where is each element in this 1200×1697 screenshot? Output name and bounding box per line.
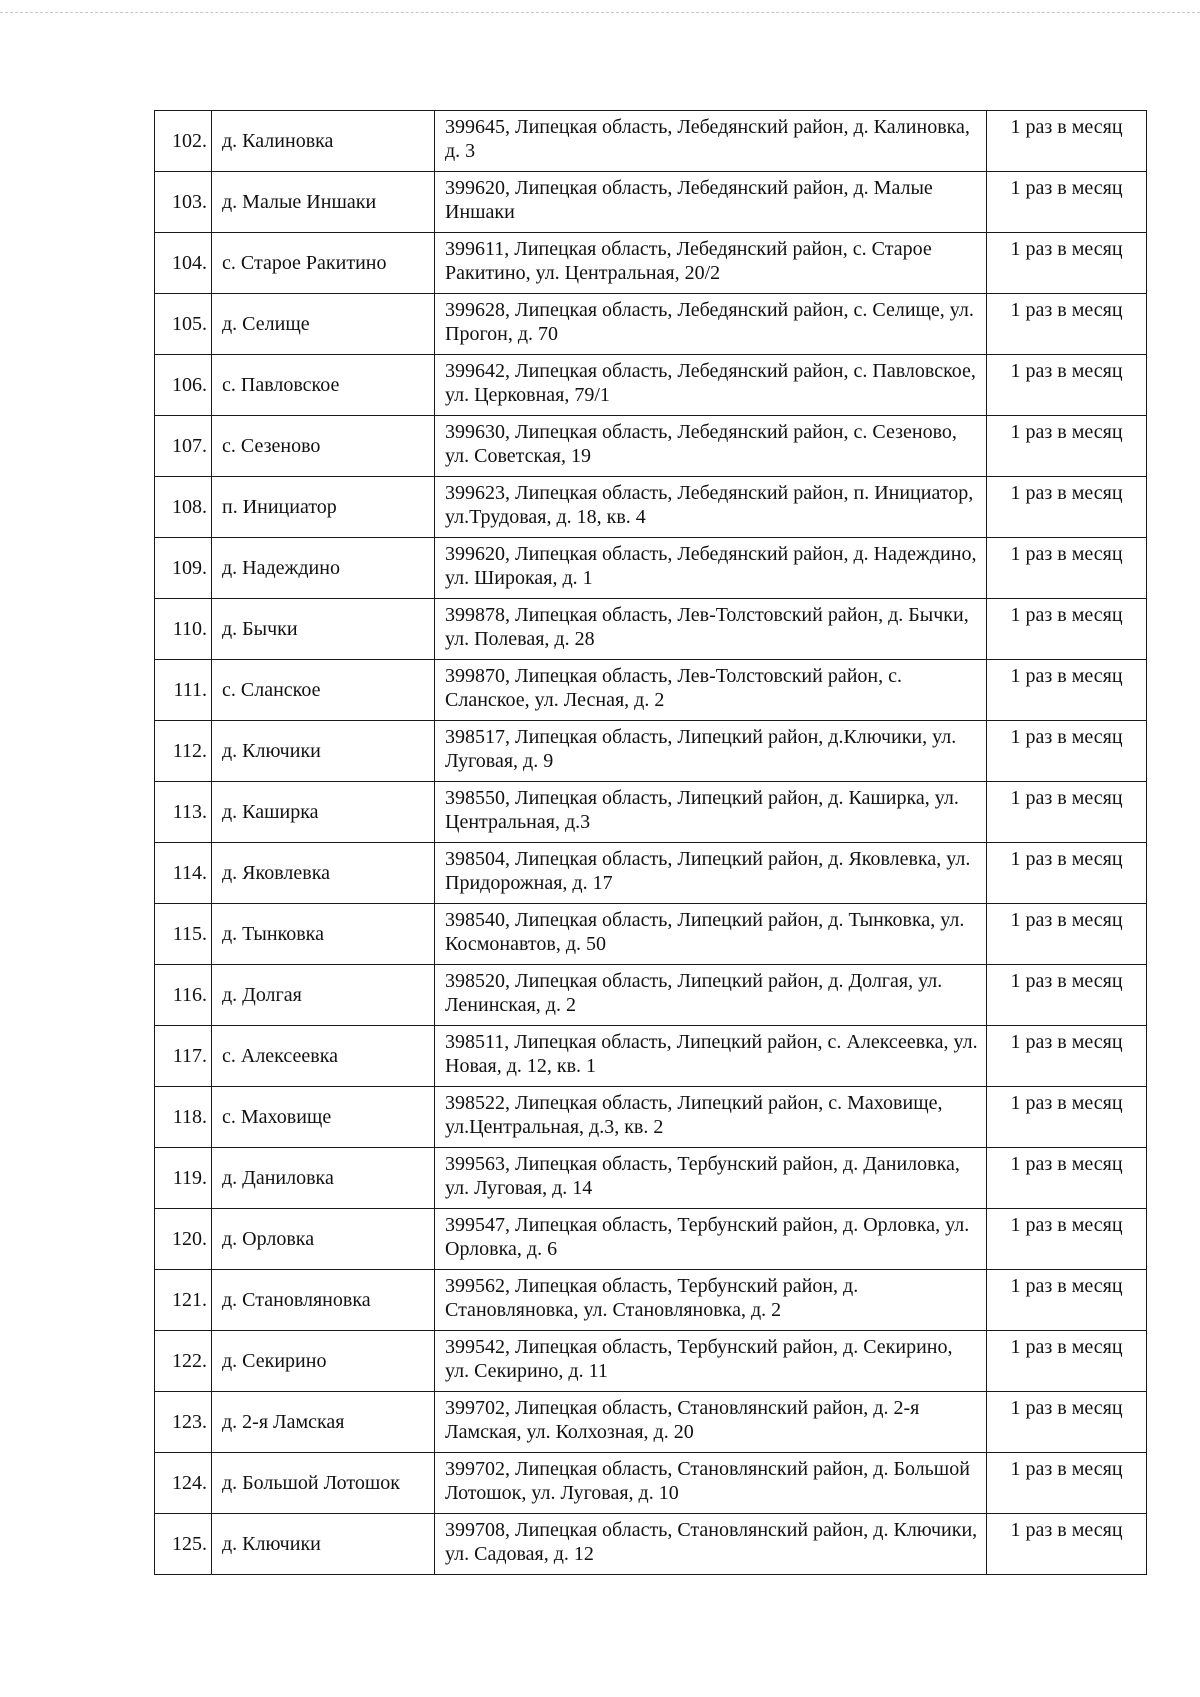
visit-frequency: 1 раз в месяц: [987, 1514, 1147, 1575]
postal-address: 399611, Липецкая область, Лебедянский район, с. Старое Ракитино, ул. Центральная, 20/2: [435, 233, 987, 294]
settlement-name: д. Селище: [212, 294, 435, 355]
visit-frequency: 1 раз в месяц: [987, 1270, 1147, 1331]
table-row: [155, 1453, 1147, 1514]
row-number: 108.: [155, 477, 212, 538]
settlement-name: д. Калиновка: [212, 111, 435, 172]
visit-frequency: 1 раз в месяц: [987, 1209, 1147, 1270]
row-number: 109.: [155, 538, 212, 599]
postal-address: 399562, Липецкая область, Тербунский район, д. Становляновка, ул. Становляновка, д. 2: [435, 1270, 987, 1331]
row-number: 122.: [155, 1331, 212, 1392]
visit-frequency: 1 раз в месяц: [987, 1026, 1147, 1087]
visit-frequency: 1 раз в месяц: [987, 172, 1147, 233]
postal-address: 399702, Липецкая область, Становлянский район, д. 2-я Ламская, ул. Колхозная, д. 20: [435, 1392, 987, 1453]
table-row: [155, 294, 1147, 355]
table-row: [155, 172, 1147, 233]
row-number: 118.: [155, 1087, 212, 1148]
schedule-table-body: [155, 111, 1147, 1575]
visit-frequency: 1 раз в месяц: [987, 477, 1147, 538]
visit-frequency: 1 раз в месяц: [987, 1148, 1147, 1209]
table-row: [155, 1148, 1147, 1209]
table-row: [155, 1514, 1147, 1575]
visit-frequency: 1 раз в месяц: [987, 111, 1147, 172]
table-row: [155, 233, 1147, 294]
schedule-table: [154, 110, 1147, 1575]
postal-address: 399620, Липецкая область, Лебедянский район, д. Надеждино, ул. Широкая, д. 1: [435, 538, 987, 599]
table-row: [155, 1392, 1147, 1453]
settlement-name: с. Сезеново: [212, 416, 435, 477]
settlement-name: д. Тынковка: [212, 904, 435, 965]
settlement-name: с. Маховище: [212, 1087, 435, 1148]
row-number: 116.: [155, 965, 212, 1026]
postal-address: 399878, Липецкая область, Лев-Толстовский район, д. Бычки, ул. Полевая, д. 28: [435, 599, 987, 660]
postal-address: 399620, Липецкая область, Лебедянский район, д. Малые Иншаки: [435, 172, 987, 233]
settlement-name: д. Яковлевка: [212, 843, 435, 904]
settlement-name: д. Каширка: [212, 782, 435, 843]
postal-address: 398522, Липецкая область, Липецкий район, с. Маховище, ул.Центральная, д.3, кв. 2: [435, 1087, 987, 1148]
settlement-name: д. Бычки: [212, 599, 435, 660]
row-number: 110.: [155, 599, 212, 660]
table-row: [155, 1026, 1147, 1087]
row-number: 115.: [155, 904, 212, 965]
postal-address: 399642, Липецкая область, Лебедянский район, с. Павловское, ул. Церковная, 79/1: [435, 355, 987, 416]
table-row: [155, 904, 1147, 965]
settlement-name: п. Инициатор: [212, 477, 435, 538]
postal-address: 399542, Липецкая область, Тербунский район, д. Секирино, ул. Секирино, д. 11: [435, 1331, 987, 1392]
row-number: 102.: [155, 111, 212, 172]
table-row: [155, 965, 1147, 1026]
settlement-name: д. Секирино: [212, 1331, 435, 1392]
row-number: 125.: [155, 1514, 212, 1575]
settlement-name: д. Большой Лотошок: [212, 1453, 435, 1514]
table-row: [155, 477, 1147, 538]
visit-frequency: 1 раз в месяц: [987, 904, 1147, 965]
table-row: [155, 111, 1147, 172]
visit-frequency: 1 раз в месяц: [987, 538, 1147, 599]
settlement-name: д. Орловка: [212, 1209, 435, 1270]
row-number: 113.: [155, 782, 212, 843]
row-number: 103.: [155, 172, 212, 233]
visit-frequency: 1 раз в месяц: [987, 843, 1147, 904]
postal-address: 398540, Липецкая область, Липецкий район, д. Тынковка, ул. Космонавтов, д. 50: [435, 904, 987, 965]
settlement-name: д. Малые Иншаки: [212, 172, 435, 233]
scan-edge-line: [0, 12, 1200, 13]
table-row: [155, 538, 1147, 599]
visit-frequency: 1 раз в месяц: [987, 1453, 1147, 1514]
table-row: [155, 721, 1147, 782]
postal-address: 399623, Липецкая область, Лебедянский район, п. Инициатор, ул.Трудовая, д. 18, кв. 4: [435, 477, 987, 538]
row-number: 107.: [155, 416, 212, 477]
postal-address: 399870, Липецкая область, Лев-Толстовский район, с. Сланское, ул. Лесная, д. 2: [435, 660, 987, 721]
table-row: [155, 782, 1147, 843]
postal-address: 398517, Липецкая область, Липецкий район, д.Ключики, ул. Луговая, д. 9: [435, 721, 987, 782]
row-number: 106.: [155, 355, 212, 416]
visit-frequency: 1 раз в месяц: [987, 416, 1147, 477]
visit-frequency: 1 раз в месяц: [987, 233, 1147, 294]
row-number: 124.: [155, 1453, 212, 1514]
postal-address: 399628, Липецкая область, Лебедянский район, с. Селище, ул. Прогон, д. 70: [435, 294, 987, 355]
settlement-name: д. Становляновка: [212, 1270, 435, 1331]
visit-frequency: 1 раз в месяц: [987, 721, 1147, 782]
postal-address: 399702, Липецкая область, Становлянский район, д. Большой Лотошок, ул. Луговая, д. 10: [435, 1453, 987, 1514]
visit-frequency: 1 раз в месяц: [987, 660, 1147, 721]
postal-address: 398504, Липецкая область, Липецкий район, д. Яковлевка, ул. Придорожная, д. 17: [435, 843, 987, 904]
row-number: 104.: [155, 233, 212, 294]
settlement-name: с. Павловское: [212, 355, 435, 416]
settlement-name: с. Старое Ракитино: [212, 233, 435, 294]
settlement-name: с. Алексеевка: [212, 1026, 435, 1087]
postal-address: 398550, Липецкая область, Липецкий район, д. Каширка, ул. Центральная, д.3: [435, 782, 987, 843]
visit-frequency: 1 раз в месяц: [987, 965, 1147, 1026]
table-row: [155, 599, 1147, 660]
table-row: [155, 1087, 1147, 1148]
postal-address: 398520, Липецкая область, Липецкий район, д. Долгая, ул. Ленинская, д. 2: [435, 965, 987, 1026]
settlement-name: д. Долгая: [212, 965, 435, 1026]
row-number: 105.: [155, 294, 212, 355]
settlement-name: с. Сланское: [212, 660, 435, 721]
postal-address: 399547, Липецкая область, Тербунский район, д. Орловка, ул. Орловка, д. 6: [435, 1209, 987, 1270]
table-row: [155, 1270, 1147, 1331]
visit-frequency: 1 раз в месяц: [987, 782, 1147, 843]
table-row: [155, 1209, 1147, 1270]
postal-address: 399708, Липецкая область, Становлянский район, д. Ключики, ул. Садовая, д. 12: [435, 1514, 987, 1575]
table-row: [155, 843, 1147, 904]
visit-frequency: 1 раз в месяц: [987, 1087, 1147, 1148]
row-number: 112.: [155, 721, 212, 782]
settlement-name: д. Ключики: [212, 1514, 435, 1575]
postal-address: 399645, Липецкая область, Лебедянский район, д. Калиновка, д. 3: [435, 111, 987, 172]
visit-frequency: 1 раз в месяц: [987, 1392, 1147, 1453]
table-row: [155, 660, 1147, 721]
visit-frequency: 1 раз в месяц: [987, 1331, 1147, 1392]
row-number: 121.: [155, 1270, 212, 1331]
table-row: [155, 416, 1147, 477]
postal-address: 399630, Липецкая область, Лебедянский район, с. Сезеново, ул. Советская, 19: [435, 416, 987, 477]
row-number: 111.: [155, 660, 212, 721]
settlement-name: д. Даниловка: [212, 1148, 435, 1209]
row-number: 120.: [155, 1209, 212, 1270]
settlement-name: д. 2-я Ламская: [212, 1392, 435, 1453]
settlement-name: д. Надеждино: [212, 538, 435, 599]
postal-address: 399563, Липецкая область, Тербунский район, д. Даниловка, ул. Луговая, д. 14: [435, 1148, 987, 1209]
row-number: 117.: [155, 1026, 212, 1087]
row-number: 119.: [155, 1148, 212, 1209]
table-row: [155, 1331, 1147, 1392]
row-number: 114.: [155, 843, 212, 904]
visit-frequency: 1 раз в месяц: [987, 294, 1147, 355]
settlement-name: д. Ключики: [212, 721, 435, 782]
visit-frequency: 1 раз в месяц: [987, 355, 1147, 416]
postal-address: 398511, Липецкая область, Липецкий район, с. Алексеевка, ул. Новая, д. 12, кв. 1: [435, 1026, 987, 1087]
row-number: 123.: [155, 1392, 212, 1453]
table-row: [155, 355, 1147, 416]
visit-frequency: 1 раз в месяц: [987, 599, 1147, 660]
